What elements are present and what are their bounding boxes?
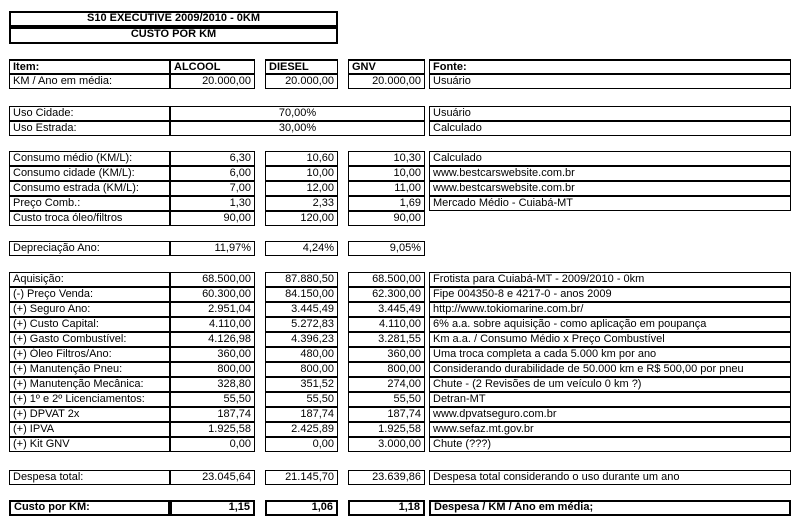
- uso-estrada-label: Uso Estrada:: [9, 121, 170, 136]
- preco-comb-diesel: 2,33: [265, 196, 338, 211]
- custo-fonte: 6% a.a. sobre aquisição - como aplicação em poupança: [429, 317, 791, 332]
- preco-comb-label: Preço Comb.:: [9, 196, 170, 211]
- custo-gnv: 3.000,00: [348, 437, 425, 452]
- custo-diesel: 4.396,23: [265, 332, 338, 347]
- custo-fonte: Considerando durabilidade de 50.000 km e R$ 500,00 por pneu: [429, 362, 791, 377]
- consumo-estrada-fonte: www.bestcarswebsite.com.br: [429, 181, 791, 196]
- custo-alcool: 68.500,00: [170, 272, 255, 287]
- consumo-cidade-gnv: 10,00: [348, 166, 425, 181]
- custo-alcool: 187,74: [170, 407, 255, 422]
- custo-alcool: 4.126,98: [170, 332, 255, 347]
- custo-diesel: 0,00: [265, 437, 338, 452]
- consumo-medio-diesel: 10,60: [265, 151, 338, 166]
- custo-gnv: 4.110,00: [348, 317, 425, 332]
- custo-fonte: Km a.a. / Consumo Médio x Preço Combustível: [429, 332, 791, 347]
- custo-fonte: Chute (???): [429, 437, 791, 452]
- preco-comb-alcool: 1,30: [170, 196, 255, 211]
- consumo-cidade-diesel: 10,00: [265, 166, 338, 181]
- km-ano-alcool: 20.000,00: [170, 74, 255, 89]
- title-line2: CUSTO POR KM: [9, 27, 338, 44]
- depreciacao-alcool: 11,97%: [170, 241, 255, 256]
- consumo-medio-gnv: 10,30: [348, 151, 425, 166]
- custo-gnv: 800,00: [348, 362, 425, 377]
- custo-diesel: 351,52: [265, 377, 338, 392]
- custo-alcool: 800,00: [170, 362, 255, 377]
- custo-km-diesel: 1,06: [265, 500, 338, 516]
- custo-alcool: 60.300,00: [170, 287, 255, 302]
- consumo-cidade-fonte: www.bestcarswebsite.com.br: [429, 166, 791, 181]
- despesa-total-diesel: 21.145,70: [265, 470, 338, 485]
- custo-gnv: 3.281,55: [348, 332, 425, 347]
- depreciacao-diesel: 4,24%: [265, 241, 338, 256]
- custo-alcool: 1.925,58: [170, 422, 255, 437]
- custo-label: (+) Óleo Filtros/Ano:: [9, 347, 170, 362]
- header-alcool: ALCOOL: [170, 59, 255, 74]
- consumo-estrada-gnv: 11,00: [348, 181, 425, 196]
- custo-label: (+) Custo Capital:: [9, 317, 170, 332]
- custo-alcool: 4.110,00: [170, 317, 255, 332]
- header-fonte: Fonte:: [429, 59, 791, 74]
- custo-alcool: 360,00: [170, 347, 255, 362]
- custo-km-alcool: 1,15: [170, 500, 255, 516]
- uso-estrada-value: 30,00%: [170, 121, 425, 136]
- custo-gnv: 55,50: [348, 392, 425, 407]
- custo-label: (+) Seguro Ano:: [9, 302, 170, 317]
- custo-gnv: 68.500,00: [348, 272, 425, 287]
- preco-comb-gnv: 1,69: [348, 196, 425, 211]
- custo-gnv: 187,74: [348, 407, 425, 422]
- custo-label: (+) Manutenção Pneu:: [9, 362, 170, 377]
- consumo-estrada-alcool: 7,00: [170, 181, 255, 196]
- despesa-total-gnv: 23.639,86: [348, 470, 425, 485]
- header-gnv: GNV: [348, 59, 425, 74]
- custo-label: Aquisição:: [9, 272, 170, 287]
- consumo-medio-alcool: 6,30: [170, 151, 255, 166]
- custo-label: (+) Kit GNV: [9, 437, 170, 452]
- troca-oleo-alcool: 90,00: [170, 211, 255, 226]
- troca-oleo-gnv: 90,00: [348, 211, 425, 226]
- custo-gnv: 62.300,00: [348, 287, 425, 302]
- custo-alcool: 0,00: [170, 437, 255, 452]
- title-line1: S10 EXECUTIVE 2009/2010 - 0KM: [9, 11, 338, 27]
- custo-gnv: 274,00: [348, 377, 425, 392]
- uso-cidade-fonte: Usuário: [429, 106, 791, 121]
- troca-oleo-diesel: 120,00: [265, 211, 338, 226]
- consumo-estrada-diesel: 12,00: [265, 181, 338, 196]
- custo-km-fonte: Despesa / KM / Ano em média;: [429, 500, 791, 516]
- uso-cidade-value: 70,00%: [170, 106, 425, 121]
- custo-diesel: 3.445,49: [265, 302, 338, 317]
- custo-fonte: Uma troca completa a cada 5.000 km por ano: [429, 347, 791, 362]
- consumo-cidade-label: Consumo cidade (KM/L):: [9, 166, 170, 181]
- consumo-estrada-label: Consumo estrada (KM/L):: [9, 181, 170, 196]
- custo-diesel: 480,00: [265, 347, 338, 362]
- custo-diesel: 800,00: [265, 362, 338, 377]
- custo-label: (+) DPVAT 2x: [9, 407, 170, 422]
- custo-fonte: http://www.tokiomarine.com.br/: [429, 302, 791, 317]
- custo-diesel: 187,74: [265, 407, 338, 422]
- custo-alcool: 328,80: [170, 377, 255, 392]
- custo-label: (+) IPVA: [9, 422, 170, 437]
- custo-fonte: Frotista para Cuiabá-MT - 2009/2010 - 0km: [429, 272, 791, 287]
- custo-diesel: 87.880,50: [265, 272, 338, 287]
- custo-diesel: 55,50: [265, 392, 338, 407]
- despesa-total-label: Despesa total:: [9, 470, 170, 485]
- custo-gnv: 3.445,49: [348, 302, 425, 317]
- custo-km-gnv: 1,18: [348, 500, 425, 516]
- custo-label: (+) Gasto Combustível:: [9, 332, 170, 347]
- custo-diesel: 2.425,89: [265, 422, 338, 437]
- custo-fonte: Detran-MT: [429, 392, 791, 407]
- km-ano-diesel: 20.000,00: [265, 74, 338, 89]
- consumo-medio-fonte: Calculado: [429, 151, 791, 166]
- custo-label: (-) Preço Venda:: [9, 287, 170, 302]
- custo-fonte: www.dpvatseguro.com.br: [429, 407, 791, 422]
- custo-alcool: 2.951,04: [170, 302, 255, 317]
- troca-oleo-label: Custo troca óleo/filtros: [9, 211, 170, 226]
- custo-km-label: Custo por KM:: [9, 500, 170, 516]
- custo-fonte: Fipe 004350-8 e 4217-0 - anos 2009: [429, 287, 791, 302]
- depreciacao-label: Depreciação Ano:: [9, 241, 170, 256]
- despesa-total-alcool: 23.045,64: [170, 470, 255, 485]
- header-diesel: DIESEL: [265, 59, 338, 74]
- consumo-medio-label: Consumo médio (KM/L):: [9, 151, 170, 166]
- custo-diesel: 84.150,00: [265, 287, 338, 302]
- custo-gnv: 1.925,58: [348, 422, 425, 437]
- uso-cidade-label: Uso Cidade:: [9, 106, 170, 121]
- header-item: Item:: [9, 59, 170, 74]
- custo-diesel: 5.272,83: [265, 317, 338, 332]
- preco-comb-fonte: Mercado Médio - Cuiabá-MT: [429, 196, 791, 211]
- custo-fonte: www.sefaz.mt.gov.br: [429, 422, 791, 437]
- consumo-cidade-alcool: 6,00: [170, 166, 255, 181]
- km-ano-gnv: 20.000,00: [348, 74, 425, 89]
- custo-gnv: 360,00: [348, 347, 425, 362]
- custo-label: (+) 1º e 2º Licenciamentos:: [9, 392, 170, 407]
- custo-fonte: Chute - (2 Revisões de um veículo 0 km ?): [429, 377, 791, 392]
- despesa-total-fonte: Despesa total considerando o uso durante um ano: [429, 470, 791, 485]
- uso-estrada-fonte: Calculado: [429, 121, 791, 136]
- depreciacao-gnv: 9,05%: [348, 241, 425, 256]
- km-ano-label: KM / Ano em média:: [9, 74, 170, 89]
- custo-label: (+) Manutenção Mecânica:: [9, 377, 170, 392]
- km-ano-fonte: Usuário: [429, 74, 791, 89]
- custo-alcool: 55,50: [170, 392, 255, 407]
